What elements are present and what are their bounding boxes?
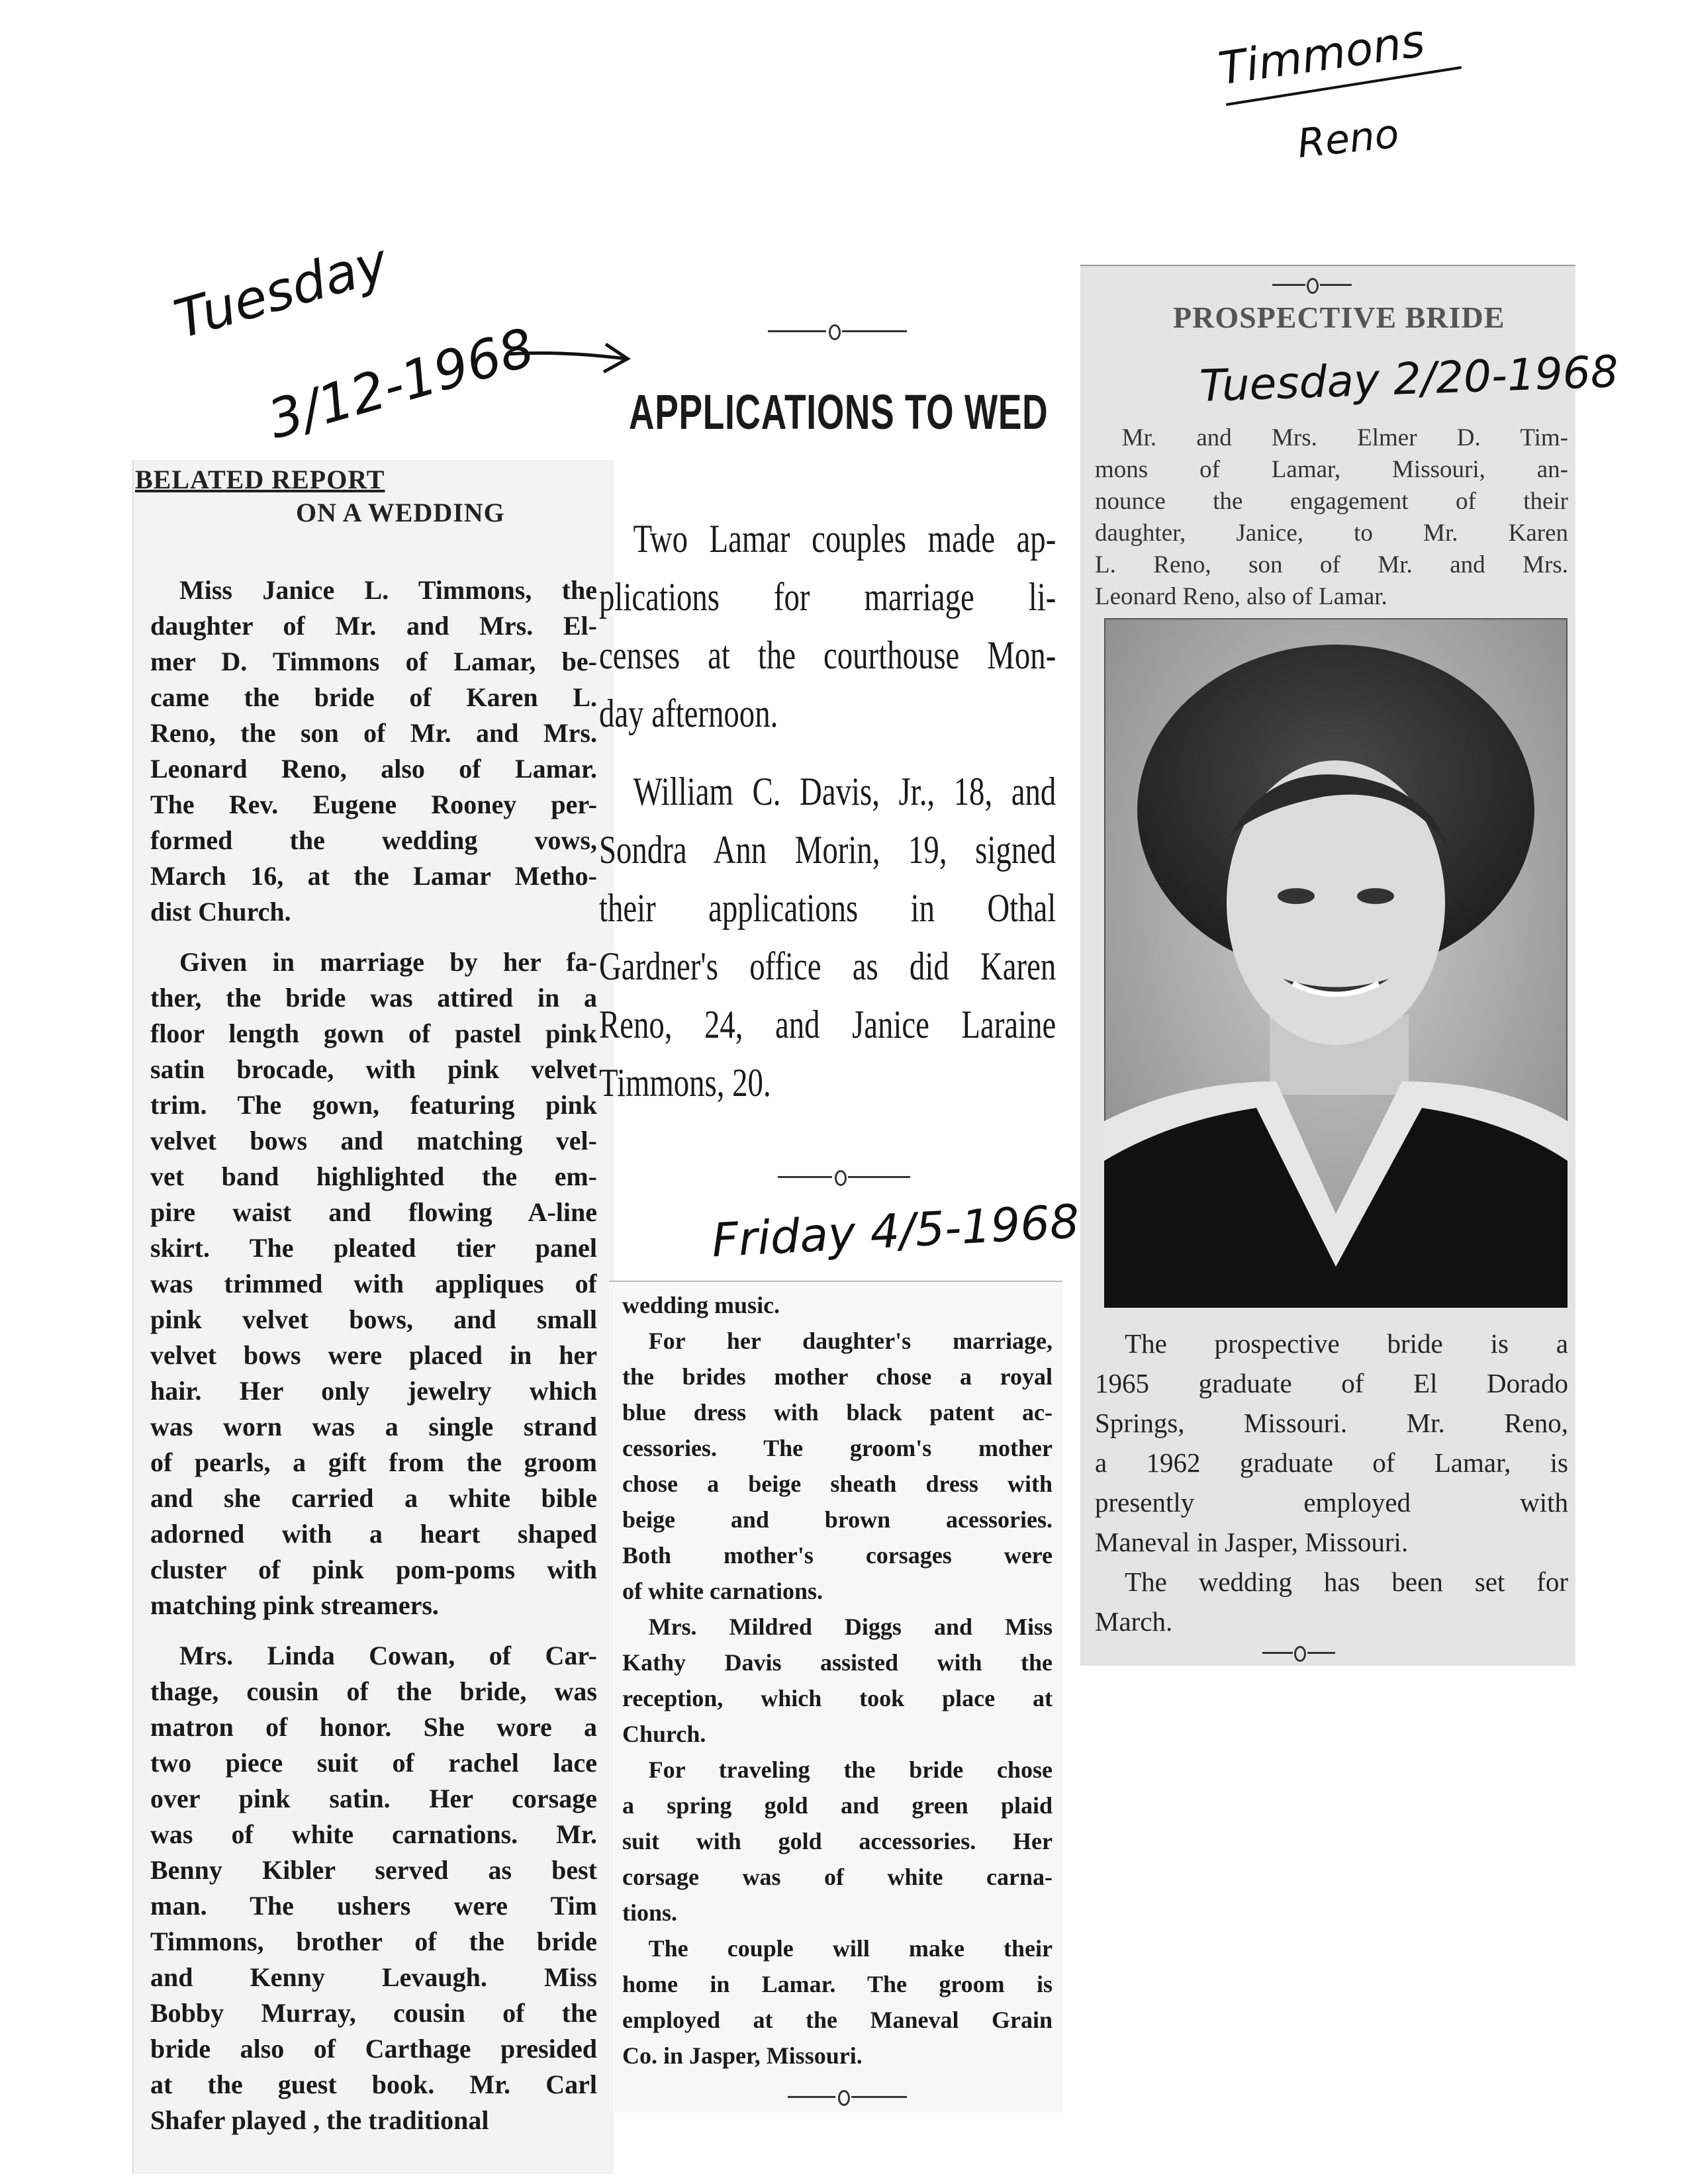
text-line: tions.	[622, 1899, 678, 1926]
text-line: Church.	[622, 1721, 706, 1747]
text-line: Gardner's office as did Karen	[599, 944, 1056, 988]
text-line: was of white carnations. Mr.	[150, 1819, 597, 1849]
paragraph	[150, 944, 597, 1623]
text-line: day afternoon.	[599, 692, 778, 735]
text-line: dist Church.	[150, 897, 291, 927]
text-line: For traveling the bride chose	[648, 1756, 1053, 1783]
text-line: 1965 graduate of El Dorado	[1095, 1368, 1568, 1398]
text-line: and she carried a white bible	[150, 1483, 597, 1513]
clipping-wedding-continued	[609, 1281, 1062, 2113]
article-body	[150, 572, 597, 2153]
separator-rule	[788, 2090, 907, 2103]
headline-on-a-wedding: ON A WEDDING	[296, 498, 505, 527]
handwritten-arrow-icon	[503, 331, 635, 377]
text-line: cluster of pink pom-poms with	[150, 1555, 597, 1584]
text-line: Miss Janice L. Timmons, the	[179, 575, 597, 605]
engagement-announcement	[1095, 422, 1568, 613]
text-line: Leonard Reno, also of Lamar.	[150, 754, 597, 784]
separator-rule	[1272, 278, 1352, 291]
text-line: For her daughter's marriage,	[648, 1328, 1053, 1354]
paragraph	[1095, 1324, 1568, 1562]
text-line: satin brocade, with pink velvet	[150, 1054, 597, 1084]
text-line: Both mother's corsages were	[622, 1542, 1053, 1569]
paragraph	[622, 1752, 1053, 1931]
text-line: Kathy Davis assisted with the	[622, 1649, 1053, 1676]
text-line: floor length gown of pastel pink	[150, 1019, 597, 1048]
paragraph	[622, 1323, 1053, 1609]
handwritten-name-timmons: Timmons	[1215, 15, 1428, 96]
text-line: trim. The gown, featuring pink	[150, 1090, 597, 1120]
handwritten-date-right: Tuesday 2/20-1968	[1198, 345, 1620, 412]
text-line: skirt. The pleated tier panel	[150, 1233, 597, 1263]
text-line: velvet bows and matching vel-	[150, 1126, 597, 1156]
text-line: Two Lamar couples made ap-	[633, 517, 1056, 561]
text-line: of white carnations.	[622, 1578, 823, 1604]
text-line: hair. Her only jewelry which	[150, 1376, 597, 1406]
paragraph	[622, 1287, 1053, 1323]
text-line: vet band highlighted the em-	[150, 1161, 597, 1191]
text-line: and Kenny Levaugh. Miss	[150, 1962, 597, 1992]
text-line: Mrs. Mildred Diggs and Miss	[648, 1614, 1053, 1640]
headline-prospective-bride: PROSPECTIVE BRIDE	[1173, 300, 1505, 334]
text-line: mons of Lamar, Missouri, an-	[1095, 456, 1568, 483]
text-line: blue dress with black patent ac-	[622, 1399, 1053, 1426]
text-line: pire waist and flowing A-line	[150, 1197, 597, 1227]
text-line: the brides mother chose a royal	[622, 1363, 1053, 1390]
headline-belated-report: BELATED REPORT	[135, 465, 385, 494]
handwritten-date-friday: Friday 4/5-1968	[710, 1194, 1081, 1268]
text-line: formed the wedding vows,	[150, 825, 597, 855]
text-line: mer D. Timmons of Lamar, be-	[150, 647, 597, 676]
text-line: was worn was a single strand	[150, 1412, 597, 1441]
text-line: thage, cousin of the bride, was	[150, 1676, 597, 1706]
text-line: matching pink streamers.	[150, 1590, 439, 1620]
handwritten-day-tuesday: Tuesday	[167, 231, 395, 351]
text-line: was trimmed with appliques of	[150, 1269, 597, 1298]
text-line: wedding music.	[622, 1292, 780, 1318]
text-line: Bobby Murray, cousin of the	[150, 1998, 597, 2028]
paragraph	[622, 1931, 1053, 2073]
text-line: employed at the Maneval Grain	[622, 2007, 1053, 2033]
text-line: Benny Kibler served as best	[150, 1855, 597, 1885]
text-line: at the guest book. Mr. Carl	[150, 2070, 597, 2099]
text-line: L. Reno, son of Mr. and Mrs.	[1095, 551, 1568, 578]
bride-bio	[1095, 1324, 1568, 1641]
text-line: Leonard Reno, also of Lamar.	[1095, 583, 1387, 610]
text-line: Timmons, 20.	[599, 1061, 771, 1105]
text-line: beige and brown acessories.	[622, 1506, 1053, 1533]
separator-rule	[1262, 1646, 1335, 1659]
article-applications-body	[599, 510, 1056, 1132]
handwritten-name-reno: Reno	[1295, 111, 1401, 167]
text-line: The couple will make their	[648, 1935, 1053, 1962]
text-line: cessories. The groom's mother	[622, 1435, 1053, 1461]
text-line: reception, which took place at	[622, 1685, 1053, 1711]
paragraph	[599, 510, 1056, 743]
text-line: home in Lamar. The groom is	[622, 1971, 1053, 1997]
text-line: The Rev. Eugene Rooney per-	[150, 790, 597, 819]
text-line: pink velvet bows, and small	[150, 1304, 597, 1334]
text-line: presently employed with	[1095, 1487, 1568, 1518]
paragraph	[150, 572, 597, 930]
clipping-belated-report	[132, 460, 614, 2174]
text-line: Shafer played , the traditional	[150, 2105, 489, 2135]
text-line: suit with gold accessories. Her	[622, 1828, 1053, 1854]
paragraph	[622, 1609, 1053, 1752]
text-line: a 1962 graduate of Lamar, is	[1095, 1447, 1568, 1478]
text-line: nounce the engagement of their	[1095, 488, 1568, 515]
text-line: man. The ushers were Tim	[150, 1891, 597, 1921]
text-line: The prospective bride is a	[1125, 1328, 1568, 1359]
text-line: William C. Davis, Jr., 18, and	[633, 770, 1056, 813]
text-line: March 16, at the Lamar Metho-	[150, 861, 597, 891]
separator-rule	[778, 1170, 910, 1183]
text-line: a spring gold and green plaid	[622, 1792, 1053, 1819]
text-line: corsage was of white carna-	[622, 1864, 1053, 1890]
text-line: bride also of Carthage presided	[150, 2034, 597, 2064]
text-line: over pink satin. Her corsage	[150, 1784, 597, 1813]
text-line: matron of honor. She wore a	[150, 1712, 597, 1742]
text-line: their applications in Othal	[599, 886, 1056, 930]
paragraph	[599, 762, 1056, 1112]
text-line: Mrs. Linda Cowan, of Car-	[179, 1641, 597, 1670]
clipping-prospective-bride	[1080, 265, 1620, 1666]
separator-rule	[768, 324, 907, 338]
paragraph	[1095, 1562, 1568, 1641]
bride-portrait-photo	[1104, 618, 1568, 1308]
text-line: chose a beige sheath dress with	[622, 1471, 1053, 1497]
text-line: Mr. and Mrs. Elmer D. Tim-	[1121, 424, 1568, 451]
text-line: Sondra Ann Morin, 19, signed	[599, 828, 1056, 872]
text-line: Co. in Jasper, Missouri.	[622, 2042, 863, 2069]
text-line: two piece suit of rachel lace	[150, 1748, 597, 1778]
text-line: Reno, 24, and Janice Laraine	[599, 1003, 1056, 1046]
text-line: daughter, Janice, to Mr. Karen	[1095, 520, 1568, 547]
text-line: ther, the bride was attired in a	[150, 983, 597, 1013]
text-line: Springs, Missouri. Mr. Reno,	[1095, 1408, 1568, 1438]
text-line: The wedding has been set for	[1125, 1567, 1568, 1597]
text-line: Reno, the son of Mr. and Mrs.	[150, 718, 597, 748]
text-line: of pearls, a gift from the groom	[150, 1447, 597, 1477]
text-line: Timmons, brother of the bride	[150, 1927, 597, 1956]
text-line: velvet bows were placed in her	[150, 1340, 597, 1370]
text-line: daughter of Mr. and Mrs. El-	[150, 611, 597, 641]
text-line: Maneval in Jasper, Missouri.	[1095, 1527, 1409, 1557]
text-line: Given in marriage by her fa-	[179, 947, 597, 977]
text-line: March.	[1095, 1606, 1173, 1637]
paragraph	[1095, 422, 1568, 613]
text-line: plications for marriage li-	[599, 575, 1056, 619]
text-line: adorned with a heart shaped	[150, 1519, 597, 1549]
text-line: censes at the courthouse Mon-	[599, 633, 1056, 677]
headline-applications-to-wed: APPLICATIONS TO WED	[629, 385, 1049, 439]
paragraph	[150, 1638, 597, 2138]
handwritten-date-left: 3/12-1968	[261, 316, 541, 451]
text-line: came the bride of Karen L.	[150, 682, 597, 712]
article-body	[622, 1287, 1053, 2073]
